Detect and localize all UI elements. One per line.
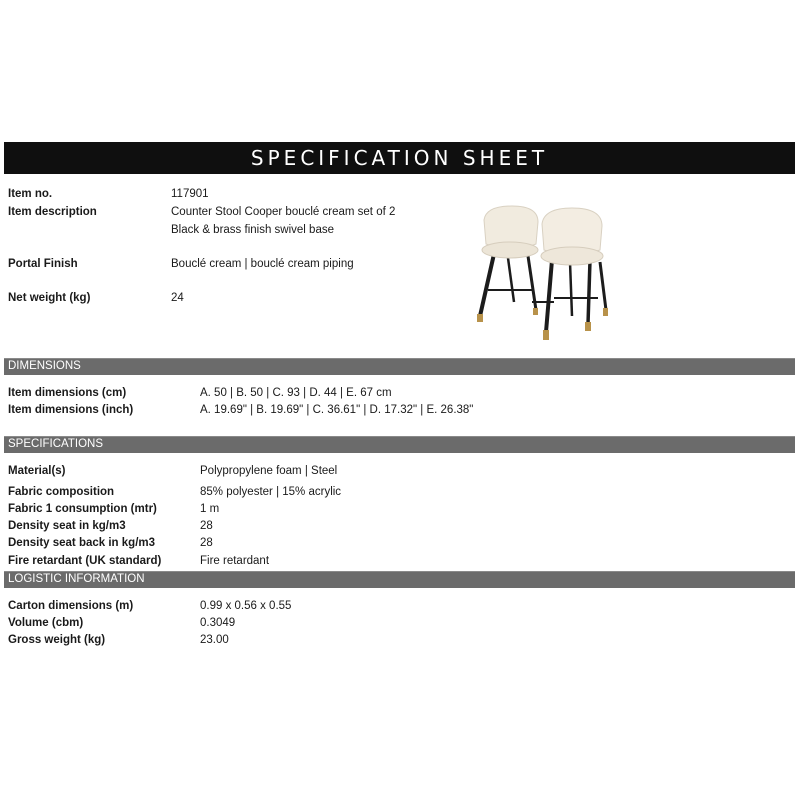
net-weight-value: 24 (171, 292, 184, 304)
dimensions-inch-label: Item dimensions (inch) (8, 404, 134, 416)
portal-finish-label: Portal Finish (8, 258, 78, 270)
spec-row-label: Fabric composition (8, 486, 115, 498)
item-description-value-line2: Black & brass finish swivel base (171, 224, 334, 236)
spec-row-label: Fabric 1 consumption (mtr) (8, 503, 157, 515)
logistic-row-label: Volume (cbm) (8, 617, 84, 629)
spec-row-value: Polypropylene foam | Steel (200, 465, 338, 477)
item-no-label: Item no. (8, 188, 53, 200)
spec-row-value: 28 (200, 520, 213, 532)
net-weight-label: Net weight (kg) (8, 292, 91, 304)
logistic-row-value: 0.3049 (200, 617, 236, 629)
logistic-row-label: Gross weight (kg) (8, 634, 106, 646)
spec-row-label: Density seat in kg/m3 (8, 520, 126, 532)
product-image (466, 198, 624, 350)
spec-row-value: 28 (200, 537, 213, 549)
portal-finish-value: Bouclé cream | bouclé cream piping (171, 258, 354, 270)
logistic-row-value: 0.99 x 0.56 x 0.55 (200, 600, 292, 612)
dimensions-cm-value: A. 50 | B. 50 | C. 93 | D. 44 | E. 67 cm (200, 387, 392, 399)
stool-back-image (477, 206, 538, 322)
item-description-value: Counter Stool Cooper bouclé cream set of 2 (171, 206, 396, 218)
item-no-value: 117901 (171, 188, 209, 200)
spec-row-label: Material(s) (8, 465, 66, 477)
specifications-section-header: SPECIFICATIONS (4, 436, 795, 453)
spec-row-value: Fire retardant (200, 555, 270, 567)
stool-front-image (532, 208, 608, 340)
spec-row-value: 1 m (200, 503, 220, 515)
logistic-section-header: LOGISTIC INFORMATION (4, 571, 795, 588)
dimensions-cm-label: Item dimensions (cm) (8, 387, 127, 399)
dimensions-section-header: DIMENSIONS (4, 358, 795, 375)
logistic-row-label: Carton dimensions (m) (8, 600, 134, 612)
dimensions-inch-value: A. 19.69" | B. 19.69" | C. 36.61" | D. 17.32" | E. 26.38" (200, 404, 474, 416)
logistic-row-value: 23.00 (200, 634, 229, 646)
spec-row-label: Fire retardant (UK standard) (8, 555, 162, 567)
spec-row-value: 85% polyester | 15% acrylic (200, 486, 342, 498)
spec-row-label: Density seat back in kg/m3 (8, 537, 156, 549)
sheet-title: SPECIFICATION SHEET (4, 142, 795, 174)
item-description-label: Item description (8, 206, 97, 218)
